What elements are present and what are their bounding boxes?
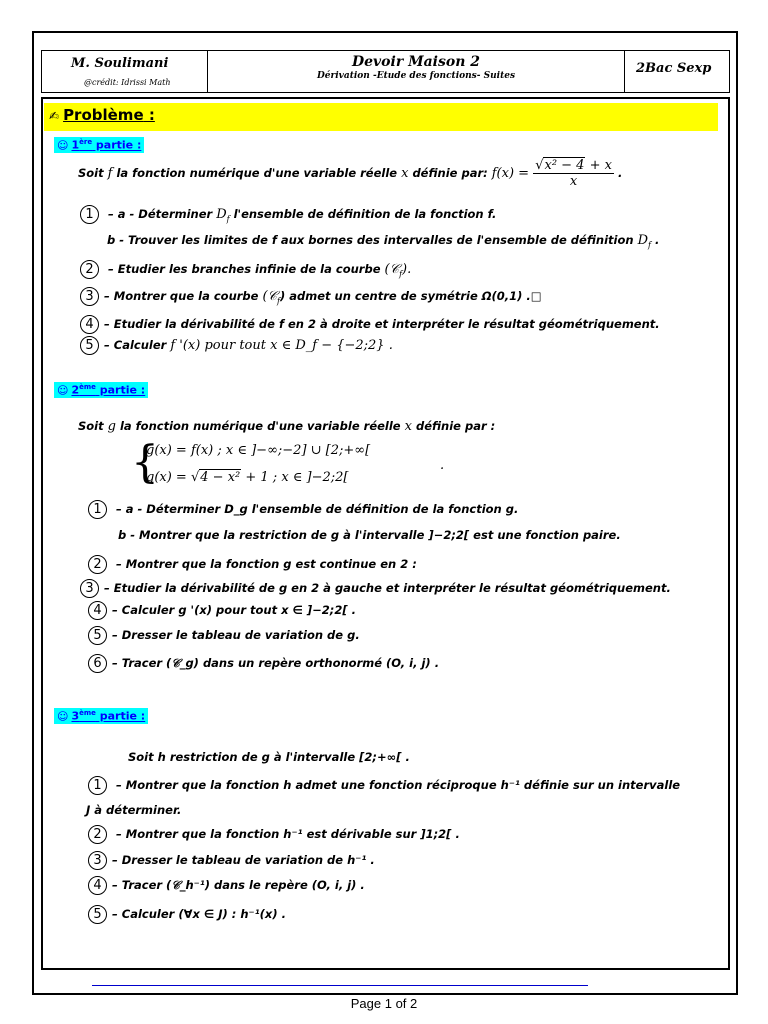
smiley-icon: ☺ bbox=[57, 709, 69, 723]
circled-two-icon: 2 bbox=[88, 555, 107, 574]
system-row-1: g(x) = f(x) ; x ∈ ]−∞;−2] ∪ [2;+∞[ bbox=[146, 443, 371, 458]
system-end: . bbox=[440, 458, 445, 473]
part3-item-5: 5 – Calculer (∀x ∈ J) : h⁻¹(x) . bbox=[88, 905, 286, 924]
part3-item-2: 2 – Montrer que la fonction h⁻¹ est dérivable sur ]1;2[ . bbox=[88, 825, 460, 844]
part2-heading: ☺ 2ème partie : bbox=[54, 382, 148, 398]
smiley-icon: ☺ bbox=[57, 138, 69, 152]
part1-heading: ☺ 1ère partie : bbox=[54, 137, 144, 153]
doc-title: Devoir Maison 2 bbox=[352, 54, 480, 70]
author-name: M. Soulimani bbox=[71, 56, 169, 71]
doc-subtitle: Dérivation -Etude des fonctions- Suites bbox=[316, 71, 516, 81]
part1-item-1b: b - Trouver les limites de f aux bornes des intervalles de l'ensemble de définition $D_f$ . bbox=[107, 233, 660, 250]
class-level: 2Bac Sexp bbox=[636, 61, 712, 76]
circled-six-icon: 6 bbox=[88, 654, 107, 673]
circled-four-icon: 4 bbox=[80, 315, 99, 334]
circled-one-icon: 1 bbox=[88, 776, 107, 795]
circled-four-icon: 4 bbox=[88, 601, 107, 620]
circled-three-icon: 3 bbox=[88, 851, 107, 870]
system-row-2: g(x) = √4 − x² + 1 ; x ∈ ]−2;2[ bbox=[146, 470, 349, 485]
f-definition-fraction: $\frac{\text{√x² − 4 + x}}{x}$ bbox=[535, 158, 612, 189]
circled-one-icon: 1 bbox=[88, 500, 107, 519]
part3-item-1: 1 – Montrer que la fonction h admet une fonction réciproque h⁻¹ définie sur un intervalle bbox=[88, 776, 680, 795]
part3-item-3: 3 – Dresser le tableau de variation de h⁻¹ . bbox=[88, 851, 375, 870]
part2-intro: Soit g la fonction numérique d'une variable réelle x définie par : bbox=[78, 419, 496, 434]
part2-item-5: 5 – Dresser le tableau de variation de g. bbox=[88, 626, 360, 645]
part1-item-1a: 1 – a - Déterminer $D_f$ l'ensemble de définition de la fonction f. bbox=[80, 205, 496, 224]
part3-heading: ☺ 3ème partie : bbox=[54, 708, 148, 724]
part1-item-5: 5 – Calculer f '(x) pour tout x ∈ D_f − {−2;2} . bbox=[80, 336, 393, 355]
header-level-cell bbox=[625, 51, 729, 92]
part2-item-3: 3 – Etudier la dérivabilité de g en 2 à gauche et interpréter le résultat géométriquement. bbox=[80, 579, 671, 598]
circled-five-icon: 5 bbox=[80, 336, 99, 355]
writing-hand-icon: ✍ bbox=[49, 109, 60, 123]
part3-item-4: 4 – Tracer (𝒞_h⁻¹) dans le repère (O, i, j) . bbox=[88, 876, 365, 895]
smiley-icon: ☺ bbox=[57, 383, 69, 397]
part2-item-6: 6 – Tracer (𝒞_g) dans un repère orthonormé (O, i, j) . bbox=[88, 654, 439, 673]
part2-item-4: 4 – Calculer g '(x) pour tout x ∈ ]−2;2[ . bbox=[88, 601, 356, 620]
circled-four-icon: 4 bbox=[88, 876, 107, 895]
circled-one-icon: 1 bbox=[80, 205, 99, 224]
part2-item-1a: 1 – a - Déterminer D_g l'ensemble de définition de la fonction g. bbox=[88, 500, 518, 519]
circled-two-icon: 2 bbox=[80, 260, 99, 279]
part3-item-1-cont: J à déterminer. bbox=[86, 803, 182, 817]
circled-five-icon: 5 bbox=[88, 626, 107, 645]
circled-three-icon: 3 bbox=[80, 579, 99, 598]
problem-banner bbox=[44, 103, 718, 131]
page-number: Page 1 of 2 bbox=[350, 996, 418, 1011]
part1-item-2: 2 – Etudier les branches infinie de la courbe (𝒞$_f$). bbox=[80, 260, 411, 279]
problem-title: ✍ Problème : bbox=[49, 106, 155, 124]
part1-intro: Soit f la fonction numérique d'une variable réelle x définie par: f(x) = $\frac{\text{√x² − 4 + x}}{x}$ . bbox=[78, 158, 623, 189]
part3-intro: Soit h restriction de g à l'intervalle [2;+∞[ . bbox=[128, 750, 410, 764]
footer-divider bbox=[92, 985, 588, 986]
header-author-cell bbox=[42, 51, 208, 92]
part2-item-1b: b - Montrer que la restriction de g à l'intervalle ]−2;2[ est une fonction paire. bbox=[118, 528, 621, 542]
circled-two-icon: 2 bbox=[88, 825, 107, 844]
author-credit: @crédit: Idrissi Math bbox=[84, 78, 171, 87]
circled-five-icon: 5 bbox=[88, 905, 107, 924]
part1-item-4: 4 – Etudier la dérivabilité de f en 2 à droite et interpréter le résultat géométriquement. bbox=[80, 315, 660, 334]
circled-three-icon: 3 bbox=[80, 287, 99, 306]
part1-item-3: 3 – Montrer que la courbe (𝒞$_f$) admet un centre de symétrie Ω(0,1) .□ bbox=[80, 287, 542, 306]
header-title-cell bbox=[208, 51, 625, 92]
header-table bbox=[41, 50, 730, 93]
part2-item-2: 2 – Montrer que la fonction g est continue en 2 : bbox=[88, 555, 417, 574]
system-brace: { bbox=[131, 437, 159, 488]
